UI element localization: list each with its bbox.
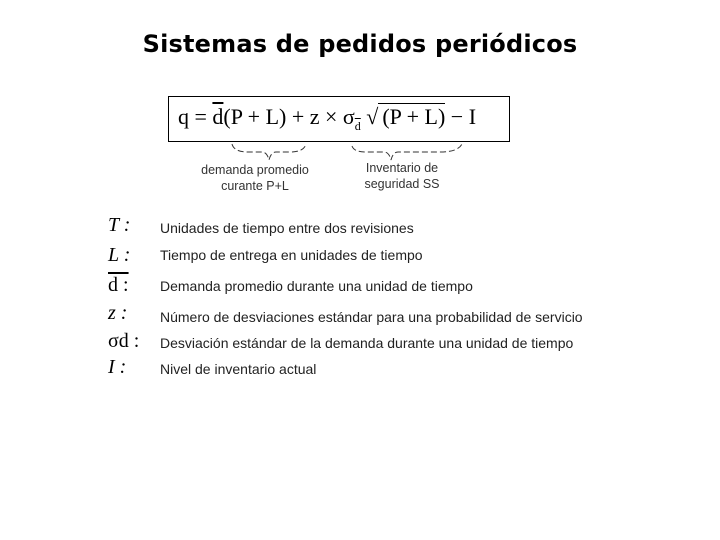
symbol-d-bar: d : — [108, 274, 129, 296]
order-quantity-formula — [178, 104, 476, 134]
symbol-z: z : — [108, 302, 128, 324]
formula-sqrt-content: (P + L) — [378, 103, 445, 129]
definition-T: Unidades de tiempo entre dos revisiones — [160, 220, 414, 236]
formula-minus-i: − I — [445, 104, 477, 129]
definition-sigma-d: Desviación estándar de la demanda durante una unidad de tiempo — [160, 335, 574, 351]
note-average-demand-line2: curante P+L — [221, 179, 289, 193]
symbol-I: I : — [108, 356, 127, 378]
note-average-demand — [190, 162, 320, 194]
formula-sigma-sub: d — [354, 119, 361, 133]
definition-I: Nivel de inventario actual — [160, 361, 317, 377]
symbol-sigma-d: σd : — [108, 330, 140, 352]
note-safety-stock-line2: seguridad SS — [364, 177, 440, 191]
underbrace-safety-stock — [352, 144, 462, 160]
definition-L: Tiempo de entrega en unidades de tiempo — [160, 247, 423, 263]
note-average-demand-line1: demanda promedio — [201, 163, 309, 177]
symbol-L: L : — [108, 244, 131, 266]
formula-d-bar: $\overline{d}$ — [212, 104, 224, 129]
formula-sqrt-sign: √ — [366, 104, 379, 129]
underbrace-demand — [232, 144, 306, 160]
formula-q: q = — [178, 104, 213, 129]
definition-z: Número de desviaciones estándar para una probabilidad de servicio — [160, 309, 583, 325]
slide-title: Sistemas de pedidos periódicos — [142, 30, 578, 58]
definition-d: Demanda promedio durante una unidad de tiempo — [160, 278, 473, 294]
note-safety-stock-line1: Inventario de — [365, 161, 439, 175]
symbol-T: T : — [108, 214, 131, 236]
note-safety-stock — [352, 160, 452, 192]
formula-part1: (P + L) + z × σ — [223, 104, 355, 129]
